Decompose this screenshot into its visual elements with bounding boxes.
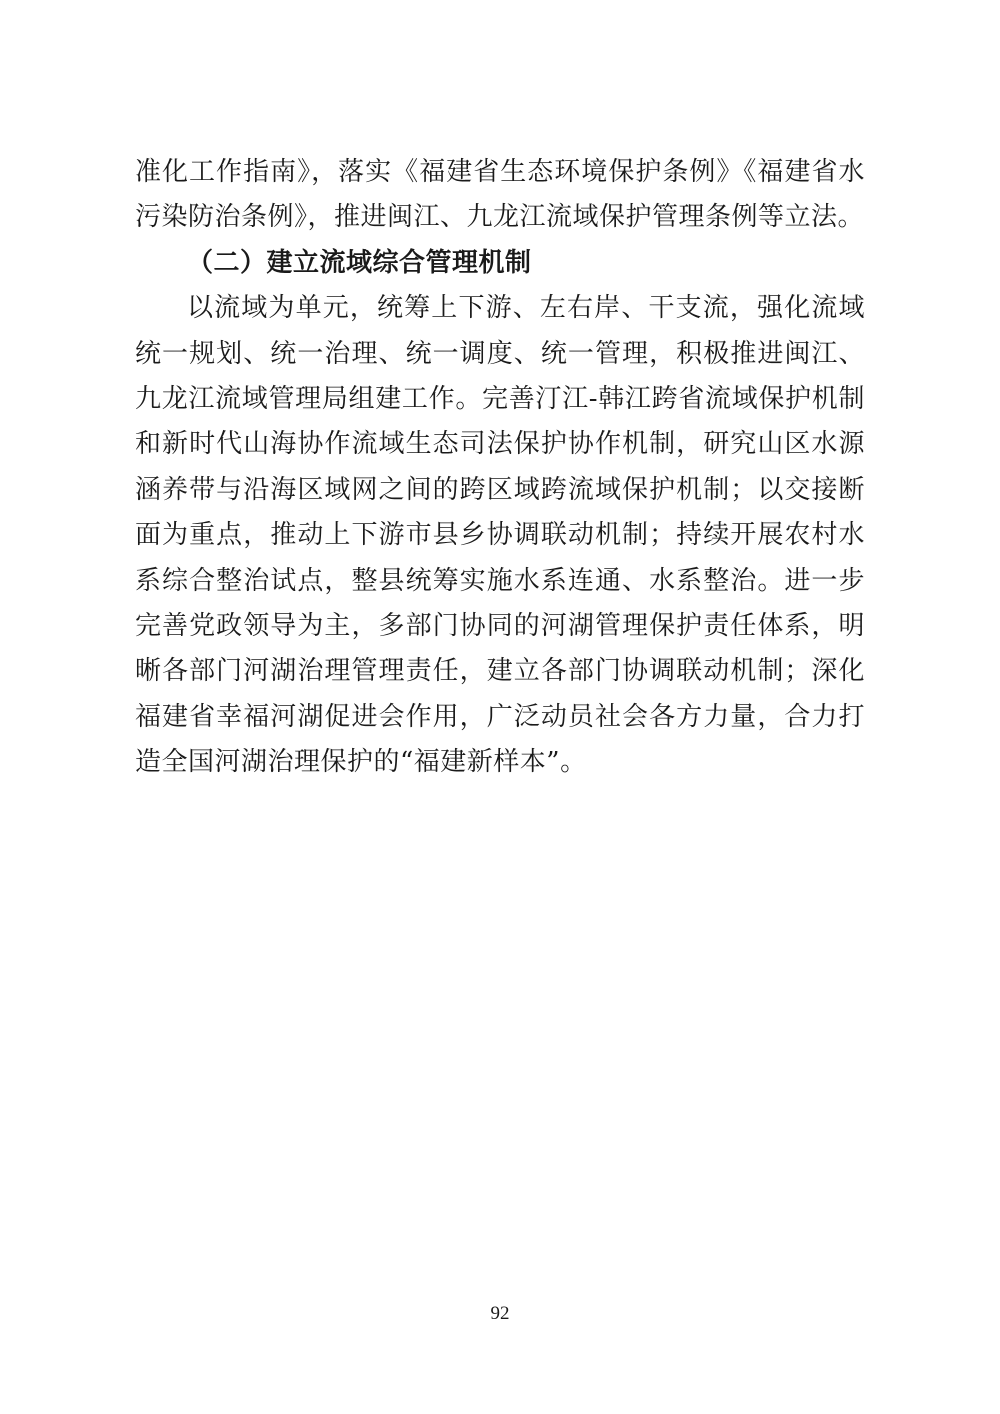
text-line: 九龙江流域管理局组建工作。完善汀江-韩江跨省流域保护机制 [135,383,865,414]
body-text [135,150,865,785]
text-line: 以流域为单元，统筹上下游、左右岸、干支流，强化流域 [187,293,865,324]
text-line: 涵养带与沿海区域网之间的跨区域跨流域保护机制；以交接断 [135,474,865,505]
text-line: 福建省幸福河湖促进会作用，广泛动员社会各方力量，合力打 [135,701,865,732]
text-line: 造全国河湖治理保护的“福建新样本”。 [135,747,587,778]
text-line: 准化工作指南》，落实《福建省生态环境保护条例》《福建省水 [135,157,865,187]
text-line: 晰各部门河湖治理管理责任，建立各部门协调联动机制；深化 [135,656,865,687]
text-line: 污染防治条例》，推进闽江、九龙江流域保护管理条例等立法。 [135,202,865,233]
text-line: 完善党政领导为主，多部门协同的河湖管理保护责任体系，明 [135,610,865,641]
text-line: 和新时代山海协作流域生态司法保护协作机制，研究山区水源 [135,429,865,460]
text-line: 系综合整治试点，整县统筹实施水系连通、水系整治。进一步 [135,565,865,596]
section-heading: （二）建立流域综合管理机制 [187,247,532,278]
page-number: 92 [490,1303,510,1324]
text-line: 统一规划、统一治理、统一调度、统一管理，积极推进闽江、 [135,338,865,369]
text-line: 面为重点，推动上下游市县乡协调联动机制；持续开展农村水 [135,520,865,551]
